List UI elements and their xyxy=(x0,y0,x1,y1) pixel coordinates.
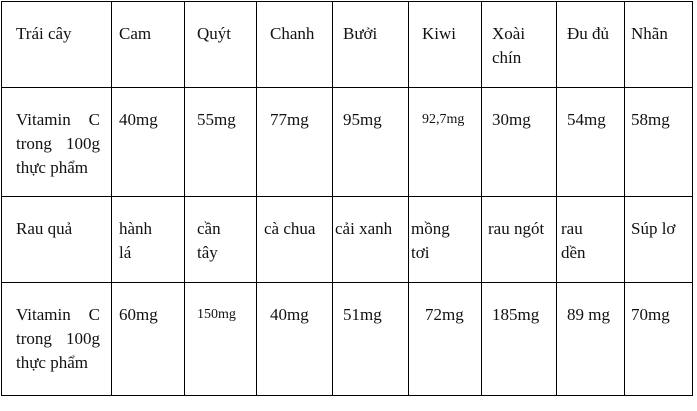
vitamin-c-table xyxy=(1,1,693,396)
table-cell xyxy=(112,2,185,88)
table-cell xyxy=(333,197,409,283)
vegetable-name: cần tây xyxy=(197,219,221,262)
fruit-name: Xoài chín xyxy=(492,24,526,67)
table-cell xyxy=(557,197,625,283)
table-cell xyxy=(557,88,625,197)
table-cell xyxy=(257,2,333,88)
table-cell xyxy=(2,88,112,197)
table-cell xyxy=(257,88,333,197)
table-cell xyxy=(557,283,625,396)
vitamin-value: 72mg xyxy=(425,305,464,324)
table-cell xyxy=(185,88,257,197)
vitamin-value: 40mg xyxy=(119,110,158,129)
table-cell xyxy=(257,197,333,283)
table-cell xyxy=(112,197,185,283)
vitamin-value: 58mg xyxy=(631,110,670,129)
vitamin-value: 60mg xyxy=(119,305,158,324)
table-cell xyxy=(557,2,625,88)
table-cell xyxy=(333,2,409,88)
table-row-vegetable-header xyxy=(2,197,693,283)
vitamin-value: 89 mg xyxy=(567,305,610,324)
row-header-label: Vitamin C trong 100g thực phẩm xyxy=(16,305,100,372)
fruit-name: Nhãn xyxy=(631,24,668,43)
fruit-name: Bưởi xyxy=(343,24,378,43)
row-header-label: Rau quả xyxy=(16,219,73,238)
vegetable-name: rau ngót xyxy=(488,219,545,238)
vegetable-name: cà chua xyxy=(264,219,316,238)
table-row-fruit-vitamin xyxy=(2,88,693,197)
fruit-name: Đu đủ xyxy=(567,24,610,43)
table-cell xyxy=(2,197,112,283)
table-cell xyxy=(625,2,693,88)
vitamin-value: 70mg xyxy=(631,305,670,324)
table-row-vegetable-vitamin xyxy=(2,283,693,396)
vitamin-value: 185mg xyxy=(492,305,540,324)
vitamin-value: 51mg xyxy=(343,305,382,324)
table-cell xyxy=(482,283,557,396)
vegetable-name: cải xanh xyxy=(335,219,393,238)
fruit-name: Quýt xyxy=(197,24,231,43)
vitamin-value: 95mg xyxy=(343,110,382,129)
fruit-name: Chanh xyxy=(270,24,315,43)
vitamin-value: 150mg xyxy=(197,307,236,322)
table-cell xyxy=(333,283,409,396)
table-cell xyxy=(625,283,693,396)
vitamin-value: 30mg xyxy=(492,110,531,129)
table-cell xyxy=(482,197,557,283)
table-cell xyxy=(625,88,693,197)
table-cell xyxy=(185,2,257,88)
vitamin-value: 92,7mg xyxy=(422,112,465,127)
row-header-label: Trái cây xyxy=(16,24,72,43)
table-cell xyxy=(2,2,112,88)
table-row-fruit-header xyxy=(2,2,693,88)
vegetable-name: hành lá xyxy=(119,219,153,262)
table-cell xyxy=(333,88,409,197)
table-cell xyxy=(112,283,185,396)
vegetable-name: mồng tơi xyxy=(411,219,450,262)
vegetable-name: rau dền xyxy=(561,219,586,262)
fruit-name: Kiwi xyxy=(422,24,456,43)
table-cell xyxy=(185,283,257,396)
table-cell xyxy=(409,2,482,88)
table-cell xyxy=(185,197,257,283)
fruit-name: Cam xyxy=(119,24,152,43)
vitamin-value: 77mg xyxy=(270,110,309,129)
vitamin-value: 55mg xyxy=(197,110,236,129)
table-cell xyxy=(112,88,185,197)
vegetable-name: Súp lơ xyxy=(631,219,676,238)
vitamin-value: 40mg xyxy=(270,305,309,324)
row-header-label: Vitamin C trong 100g thực phẩm xyxy=(16,110,100,177)
table-cell xyxy=(409,197,482,283)
table-cell xyxy=(625,197,693,283)
table-cell xyxy=(409,283,482,396)
vitamin-value: 54mg xyxy=(567,110,606,129)
table-cell xyxy=(482,88,557,197)
table-cell xyxy=(482,2,557,88)
table-cell xyxy=(257,283,333,396)
table-cell xyxy=(409,88,482,197)
table-cell xyxy=(2,283,112,396)
